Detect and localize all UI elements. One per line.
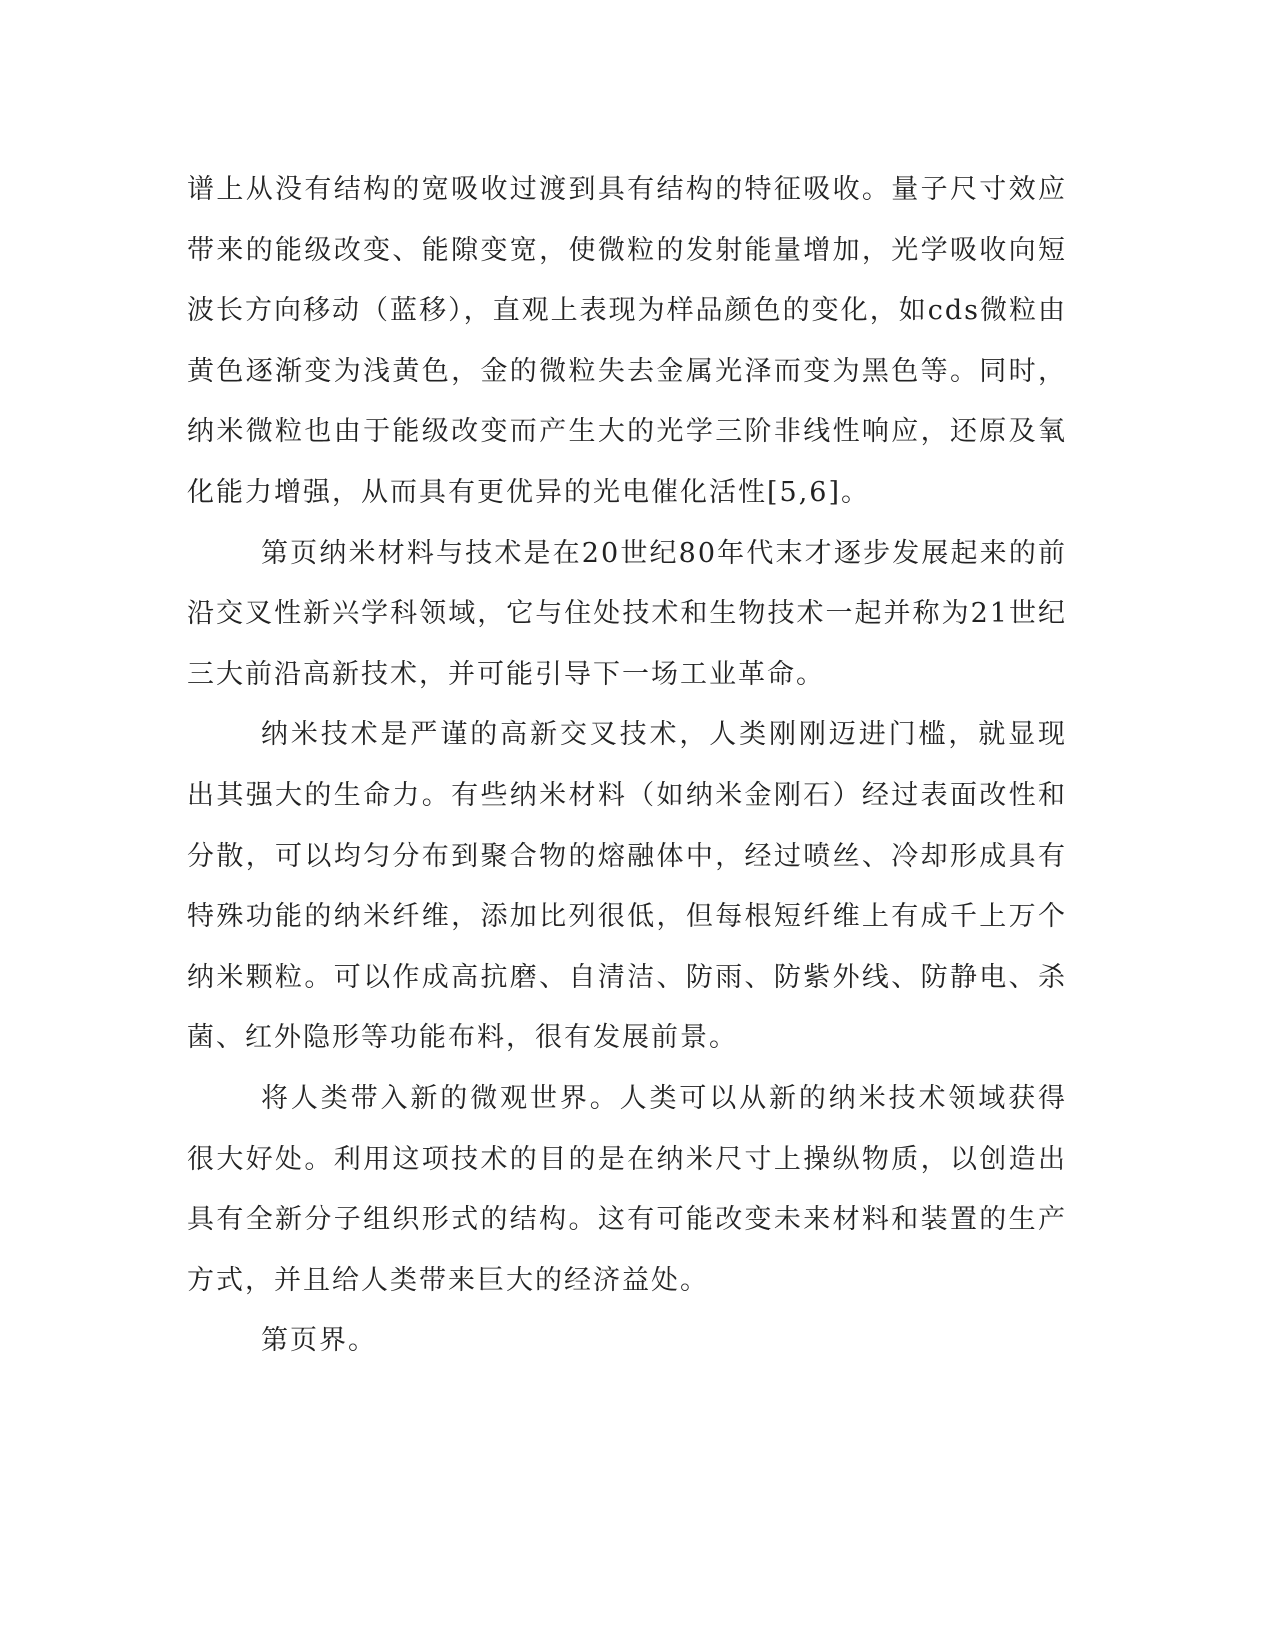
paragraph-4: 将人类带入新的微观世界。人类可以从新的纳米技术领域获得很大好处。利用这项技术的目的是在纳米尺寸上操纵物质，以创造出具有全新分子组织形式的结构。这有可能改变未来材料和装置的生产方式，并且给人类带来巨大的经济益处。: [187, 1082, 1067, 1296]
body-text: [187, 160, 1067, 1372]
paragraph-1: 谱上从没有结构的宽吸收过渡到具有结构的特征吸收。量子尺寸效应带来的能级改变、能隙变宽，使微粒的发射能量增加，光学吸收向短波长方向移动（蓝移），直观上表现为样品颜色的变化，如cds微粒由黄色逐渐变为浅黄色，金的微粒失去金属光泽而变为黑色等。同时，纳米微粒也由于能级改变而产生大的光学三阶非线性响应，还原及氧化能力增强，从而具有更优异的光电催化活性[5,6]。: [187, 174, 1067, 508]
paragraph-3: 纳米技术是严谨的高新交叉技术，人类刚刚迈进门槛，就显现出其强大的生命力。有些纳米材料（如纳米金刚石）经过表面改性和分散，可以均匀分布到聚合物的熔融体中，经过喷丝、冷却形成具有特殊功能的纳米纤维，添加比列很低，但每根短纤维上有成千上万个纳米颗粒。可以作成高抗磨、自清洁、防雨、防紫外线、防静电、杀菌、红外隐形等功能布料，很有发展前景。: [187, 719, 1067, 1054]
paragraph-5: 第页界。: [261, 1325, 377, 1357]
paragraph-2: 第页纳米材料与技术是在20世纪80年代末才逐步发展起来的前沿交叉性新兴学科领域，它与住处技术和生物技术一起并称为21世纪三大前沿高新技术，并可能引导下一场工业革命。: [187, 537, 1067, 690]
